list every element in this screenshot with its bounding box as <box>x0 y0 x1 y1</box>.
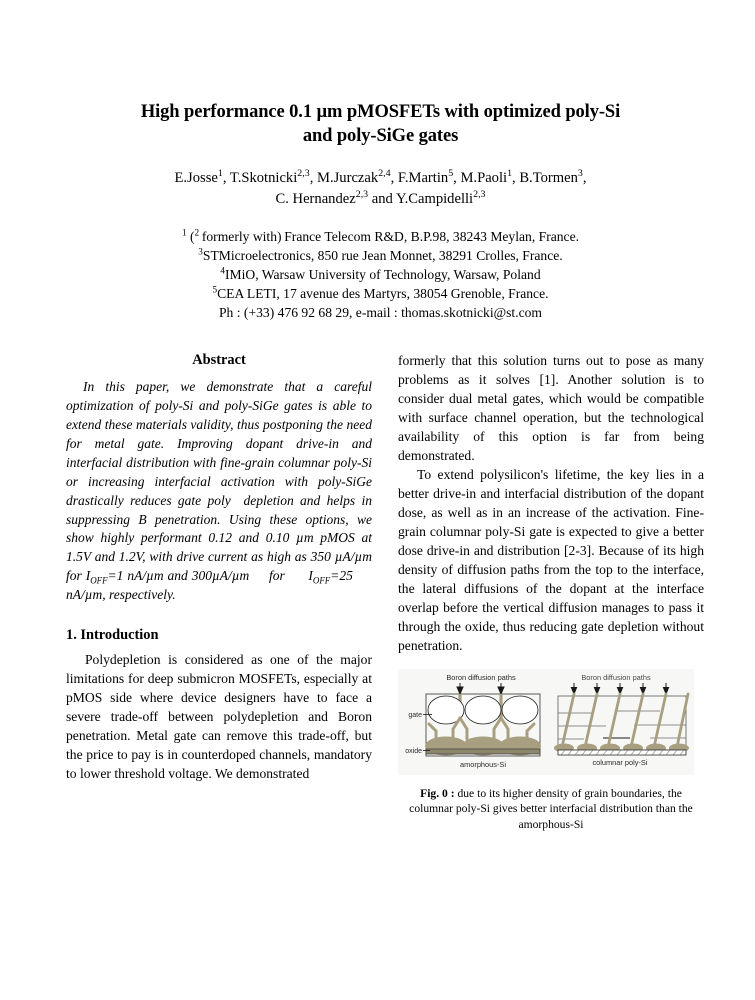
grain <box>465 696 501 724</box>
introduction-paragraph-1: Polydepletion is considered as one of the major limitations for deep submicron MOSFETs, especially at pMOS side where device designers have to face a severe trade-off between polydepletion and Boron penetration. Metal gate can remove this trade-off, but the price to pay is in counterdoped channels, mandatory to lower threshold voltage. We demonstrated <box>66 651 372 781</box>
figure-diagram <box>398 669 694 775</box>
affil-marker: 2,3 <box>297 167 310 179</box>
body-columns <box>66 352 704 833</box>
subscript-off: OFF <box>312 575 331 586</box>
oxide-layer-left <box>426 749 540 754</box>
figure-caption-text: due to its higher density of grain boundaries, the columnar poly-Si gives better interfacial distribution than the amorphous-Si <box>409 786 693 832</box>
left-panel-caption: amorphous-Si <box>459 759 507 769</box>
page-title <box>84 100 677 149</box>
affil-marker: 5 <box>448 167 454 179</box>
affil-marker: 4 <box>220 265 225 276</box>
title-line-1: High performance 0.1 µm pMOSFETs with optimized poly-Si <box>140 102 621 122</box>
affiliation-3: $^4$IMiO, Warsaw University of Technology, Warsaw, Poland <box>220 265 541 283</box>
affiliation-4: $^5$CEA LETI, 17 avenue des Martyrs, 38054 Grenoble, France. <box>212 284 549 302</box>
affiliation-1: $^1$ ($^2$ formerly with) France Telecom R&D, B.P.98, 38243 Meylan, France. <box>181 227 580 245</box>
left-column <box>66 352 372 833</box>
figure-0 <box>398 669 704 833</box>
author-list <box>66 168 695 210</box>
right-paragraph-2: To extend polysilicon's lifetime, the key lies in a better drive-in and interfacial distribution of the dopant dose, as well as in an increase of the activation. Fine-grain columnar poly-Si gate is expected to give a better dose drive-in and distribution [2-3]. Because of its high density of diffusion paths from the top to the interface, the lateral diffusions of the dopant at the interface overlap before the vertical diffusion manages to pass it through the oxide, thus reducing gate depletion without penetration. <box>398 467 704 653</box>
grain-group-top-left <box>428 696 538 724</box>
contact-line: Ph : (+33) 476 92 68 29, e-mail : thomas.skotnicki@st.com <box>219 305 542 321</box>
affil-marker: 3 <box>577 167 583 179</box>
figure-caption <box>398 786 704 833</box>
affil-marker: 1 <box>217 167 223 179</box>
affil-marker: 2 <box>194 227 200 238</box>
figure-label: Fig. 0 : <box>420 786 455 800</box>
right-panel-caption: columnar poly-Si <box>592 757 648 767</box>
affil-marker: 2,3 <box>355 189 369 201</box>
affiliation-block <box>66 227 695 322</box>
gate-label-left: gate <box>408 711 422 719</box>
right-paragraph-continued: formerly that this solution turns out to pose as many problems as it solves [1]. Another solution is to consider dual metal gates, which would be compatible with surface channel operation, but the technological availability of this option is far from being demonstrated. <box>398 353 704 464</box>
affil-marker: 1 <box>181 227 187 238</box>
affiliation-2: $^3$STMicroelectronics, 850 rue Jean Monnet, 38291 Crolles, France. <box>198 246 563 264</box>
oxide-label-left: oxide <box>405 747 422 755</box>
author-line-2: C. Hernandez$^{2,3}$ and Y.Campidelli$^{2,3}$ <box>275 189 486 207</box>
right-panel-title: Boron diffusion paths <box>581 672 651 682</box>
left-panel-title: Boron diffusion paths <box>446 672 516 682</box>
grain <box>502 696 538 724</box>
section-heading-introduction: 1. Introduction <box>66 626 159 643</box>
affil-marker: 2,3 <box>473 189 486 201</box>
figure-image <box>398 669 694 775</box>
affil-marker: 5 <box>212 284 218 295</box>
abstract-text: In this paper, we demonstrate that a careful optimization of poly-Si and poly-SiGe gates is able to extend these materials validity, thus postponing the need for metal gate. Improving dopant drive-in and interfacial distribution with fine-grain columnar poly-Si or increasing interfacial activation with poly-SiGe drastically reduces gate poly depletion and helps in suppressing B penetration. Using these options, we show highly performant 0.12 and 0.10 µm pMOS at 1.5V and 1.2V, with drive current as high as 350 µA/µm for $I_{OFF}=1$ nA/µm and 300µA/µm for $I_{OFF}=25$ nA/µm, respectively. <box>66 379 372 603</box>
author-line-1: E.Josse$^1$, T.Skotnicki$^{2,3}$, M.Jurczak$^{2,4}$, F.Martin$^5$, M.Paoli$^1$, B.Tormen$^3$, <box>174 167 587 186</box>
subscript-off: OFF <box>90 575 108 586</box>
abstract-heading: Abstract <box>192 352 246 369</box>
right-column <box>398 352 704 833</box>
affil-marker: 1 <box>507 167 513 179</box>
title-line-2: and poly-SiGe gates <box>302 126 459 147</box>
affil-marker: 2,4 <box>378 167 391 179</box>
affil-marker: 3 <box>198 246 203 257</box>
